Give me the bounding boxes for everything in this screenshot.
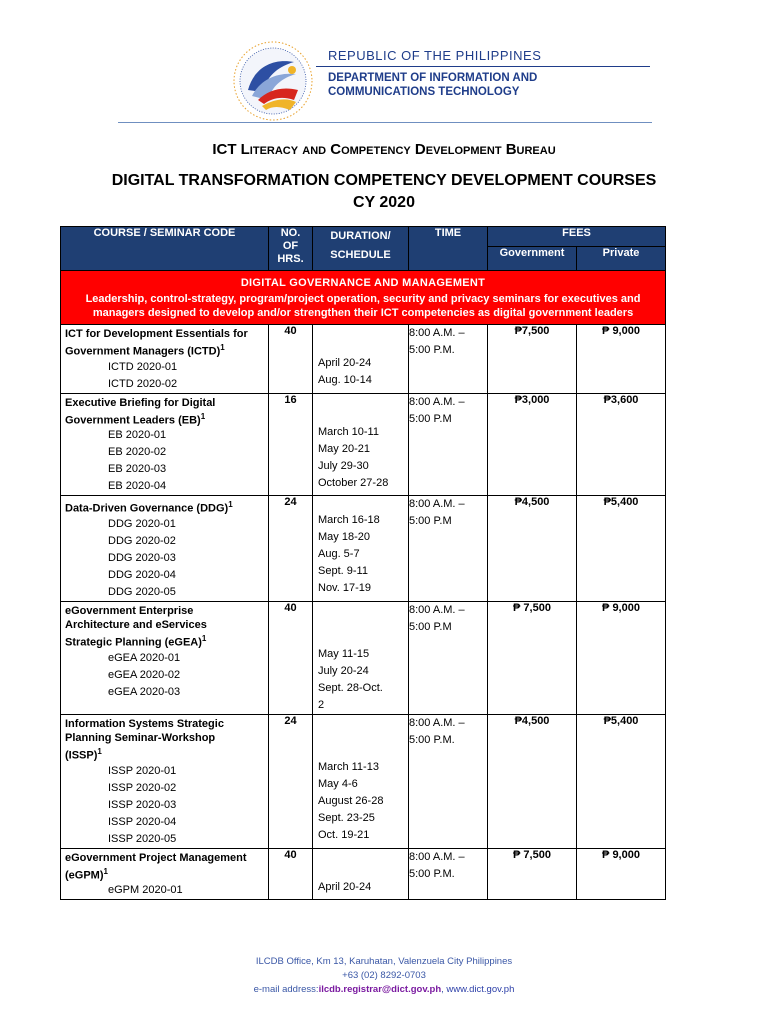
course-code: DDG 2020-04 [108, 568, 176, 581]
time-line: 5:00 P.M. [409, 344, 455, 356]
course-code: DDG 2020-05 [108, 585, 176, 598]
course-code: EB 2020-04 [108, 480, 167, 493]
table-row [61, 714, 666, 848]
course-cell [61, 393, 269, 496]
time-line: 5:00 P.M [409, 515, 452, 528]
time-cell [409, 496, 488, 602]
course-code: eGPM 2020-01 [108, 884, 183, 897]
time-line: 5:00 P.M [409, 620, 452, 633]
course-code: ICTD 2020-02 [108, 377, 178, 390]
time-line: 5:00 P.M. [409, 867, 455, 880]
private-fee: ₱5,400 [577, 714, 666, 848]
schedule-date: April 20-24 [318, 357, 372, 369]
dict-seal-logo-icon [232, 40, 314, 122]
header-hours-l1: NO. [280, 227, 301, 239]
footer-website-link[interactable]: www.dict.gov.ph [446, 984, 515, 995]
document-title-line-1: DIGITAL TRANSFORMATION COMPETENCY DEVELOPMENT COURSES [111, 172, 657, 189]
time-line: 8:00 A.M. – [409, 395, 465, 408]
header-time: TIME [409, 227, 488, 271]
course-code: ISSP 2020-04 [108, 815, 177, 828]
private-fee: ₱5,400 [577, 496, 666, 602]
header-divider [118, 122, 652, 123]
course-code: ISSP 2020-05 [108, 832, 177, 845]
course-cell [61, 714, 269, 848]
courses-table [60, 226, 666, 900]
course-cell [61, 325, 269, 394]
footnote-marker: 1 [97, 746, 102, 756]
department-line-1: DEPARTMENT OF INFORMATION AND [328, 72, 538, 84]
course-name-line: Government Managers (ICTD) [65, 345, 221, 358]
table-row [61, 601, 666, 714]
document-title [0, 170, 768, 214]
section-description: Leadership, control-strategy, program/project operation, security and privacy seminars for executives and managers designed to develop and/or strengthen their ICT competencies as digital government leaders [85, 293, 641, 319]
course-name-line: Government Leaders (EB) [65, 414, 201, 427]
course-name-line: Executive Briefing for Digital [65, 396, 216, 409]
course-name-line: eGovernment Enterprise [65, 604, 194, 617]
header-hours [269, 227, 313, 271]
course-cell [61, 496, 269, 602]
course-name-line: Architecture and eServices [65, 618, 207, 631]
time-cell [409, 601, 488, 714]
schedule-date: May 11-15 [318, 647, 370, 660]
government-fee: ₱4,500 [488, 496, 577, 602]
footer-contact [0, 983, 768, 997]
department-line-2: COMMUNICATIONS TECHNOLOGY [328, 86, 520, 98]
bureau-title: ICT Literacy and Competency Development Bureau [212, 141, 556, 158]
schedule-cell [313, 601, 409, 714]
schedule-cell [313, 393, 409, 496]
header-private: Private [577, 247, 666, 271]
government-fee: ₱ 7,500 [488, 848, 577, 900]
schedule-date: Sept. 23-25 [318, 811, 375, 824]
schedule-date: March 10-11 [318, 425, 379, 438]
schedule-cell [313, 496, 409, 602]
schedule-cell [313, 714, 409, 848]
schedule-cell [313, 848, 409, 900]
schedule-date: Oct. 19-21 [318, 828, 370, 841]
letterhead [0, 0, 768, 130]
time-line: 8:00 A.M. – [409, 498, 465, 511]
schedule-date: March 16-18 [318, 514, 380, 527]
schedule-date: October 27-28 [318, 476, 389, 489]
course-cell [61, 601, 269, 714]
time-line: 8:00 A.M. – [409, 850, 465, 863]
schedule-date: Nov. 17-19 [318, 582, 371, 595]
schedule-date: July 20-24 [318, 664, 369, 677]
government-fee: ₱3,000 [488, 393, 577, 496]
hours-cell: 24 [269, 714, 313, 848]
schedule-date: Sept. 28-Oct. [318, 681, 383, 694]
schedule-date: Sept. 9-11 [318, 565, 368, 578]
time-cell [409, 714, 488, 848]
footnote-marker: 1 [103, 866, 108, 876]
course-code: eGEA 2020-01 [108, 651, 181, 664]
hours-cell: 16 [269, 393, 313, 496]
footer-email-label: e-mail address: [253, 984, 319, 995]
course-code: ISSP 2020-02 [108, 781, 177, 794]
schedule-date: May 18-20 [318, 531, 370, 544]
footer-separator: , [441, 984, 444, 995]
course-code: EB 2020-03 [108, 463, 167, 476]
schedule-cell [313, 325, 409, 394]
course-code: ISSP 2020-01 [108, 764, 177, 777]
section-cell [61, 271, 666, 325]
course-name-line: eGovernment Project Management [65, 851, 247, 864]
course-name-line: Information Systems Strategic [65, 717, 224, 730]
header-duration-l2: SCHEDULE [330, 249, 391, 261]
course-name [61, 394, 268, 428]
footnote-marker: 1 [220, 343, 225, 352]
section-title: DIGITAL GOVERNANCE AND MANAGEMENT [240, 277, 486, 289]
course-code: DDG 2020-03 [108, 551, 176, 564]
footer-phone: +63 (02) 8292-0703 [342, 970, 426, 981]
course-cell [61, 848, 269, 900]
hours-cell: 40 [269, 601, 313, 714]
time-cell [409, 393, 488, 496]
course-name [61, 849, 268, 883]
footnote-marker: 1 [200, 411, 206, 421]
time-cell [409, 848, 488, 900]
time-line: 8:00 A.M. – [409, 327, 465, 339]
schedule-date: August 26-28 [318, 794, 384, 807]
document-title-line-2: CY 2020 [353, 194, 415, 211]
header-hours-l3: HRS. [277, 253, 304, 265]
government-fee: ₱4,500 [488, 714, 577, 848]
hours-cell: 24 [269, 496, 313, 602]
footer-address: ILCDB Office, Km 13, Karuhatan, Valenzuela City Philippines [255, 956, 513, 967]
header-course: COURSE / SEMINAR CODE [61, 227, 269, 271]
schedule-date: March 11-13 [318, 760, 379, 773]
time-line: 5:00 P.M. [409, 733, 455, 746]
government-fee: ₱ 7,500 [488, 601, 577, 714]
schedule-date: 2 [318, 698, 325, 711]
private-fee: ₱ 9,000 [577, 325, 666, 394]
course-code: DDG 2020-01 [108, 517, 176, 530]
letterhead-rule [316, 66, 650, 67]
course-code: ICTD 2020-01 [108, 360, 178, 373]
course-name-line: (eGPM) [65, 869, 104, 882]
footnote-marker: 1 [228, 500, 233, 510]
course-name-line: (ISSP) [65, 749, 98, 762]
time-line: 5:00 P.M [409, 412, 452, 425]
section-row [61, 271, 666, 325]
header-duration-l1: DURATION/ [330, 230, 391, 242]
footer [0, 955, 768, 997]
course-code: DDG 2020-02 [108, 534, 176, 547]
course-code: eGEA 2020-02 [108, 668, 181, 681]
course-name-line: Planning Seminar-Workshop [65, 731, 216, 744]
course-code: ISSP 2020-03 [108, 798, 177, 811]
course-code: eGEA 2020-03 [108, 685, 181, 698]
private-fee: ₱ 9,000 [577, 848, 666, 900]
course-name [61, 496, 268, 516]
header-duration [313, 227, 409, 271]
republic-title: REPUBLIC OF THE PHILIPPINES [328, 48, 542, 63]
course-name [61, 325, 268, 359]
schedule-date: Aug. 10-14 [318, 374, 372, 386]
schedule-date: July 29-30 [318, 459, 369, 472]
course-name-line: Data-Driven Governance (DDG) [65, 502, 229, 515]
private-fee: ₱ 9,000 [577, 601, 666, 714]
time-line: 8:00 A.M. – [409, 716, 465, 729]
course-name-line: Strategic Planning (eGEA) [65, 636, 202, 649]
hours-cell: 40 [269, 325, 313, 394]
footnote-marker: 1 [201, 633, 207, 643]
schedule-date: May 20-21 [318, 442, 370, 455]
course-name [61, 602, 268, 650]
schedule-date: April 20-24 [318, 880, 372, 893]
schedule-date: Aug. 5-7 [318, 548, 360, 561]
department-name [328, 71, 537, 99]
table-row [61, 325, 666, 394]
header-government: Government [488, 247, 577, 271]
course-name-line: ICT for Development Essentials for [65, 328, 248, 340]
time-cell [409, 325, 488, 394]
footer-email-link[interactable]: ilcdb.registrar@dict.gov.ph [318, 984, 442, 995]
table-row [61, 496, 666, 602]
course-code: EB 2020-02 [108, 446, 167, 459]
course-name [61, 715, 268, 763]
course-code: EB 2020-01 [108, 429, 167, 442]
time-line: 8:00 A.M. – [409, 603, 465, 616]
table-row [61, 848, 666, 900]
hours-cell: 40 [269, 848, 313, 900]
table-row [61, 393, 666, 496]
private-fee: ₱3,600 [577, 393, 666, 496]
government-fee: ₱7,500 [488, 325, 577, 394]
header-hours-l2: OF [282, 240, 299, 252]
schedule-date: May 4-6 [318, 777, 358, 790]
header-fees: FEES [488, 227, 666, 247]
